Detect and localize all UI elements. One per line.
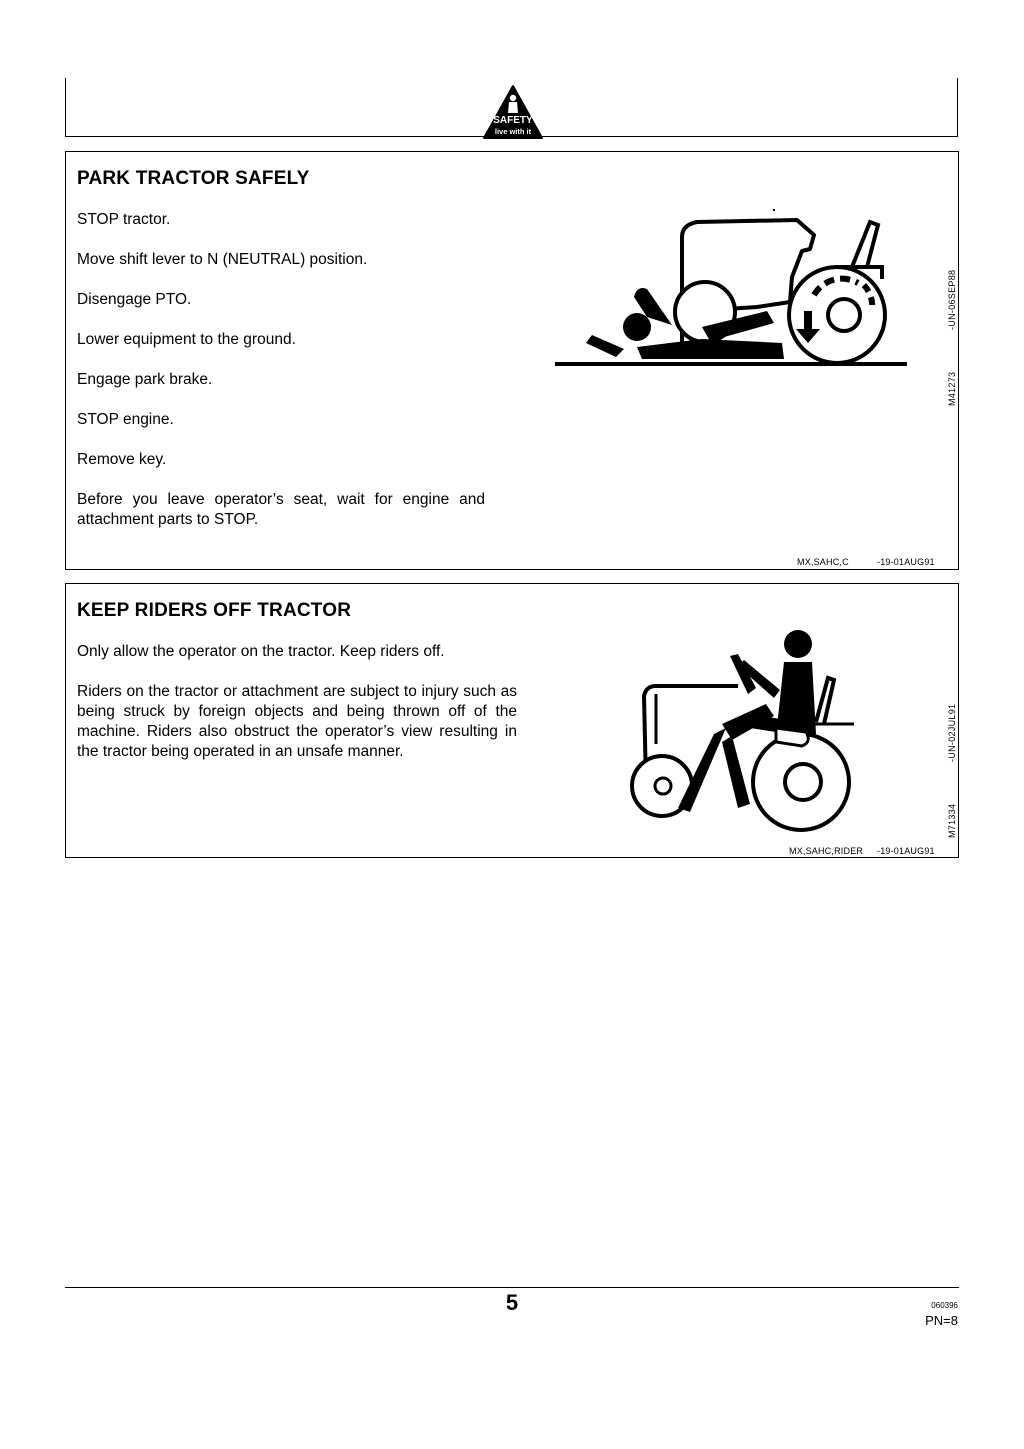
figure-code-bottom: M71334 xyxy=(947,803,957,838)
paragraph: Remove key. xyxy=(77,451,167,468)
figure-code-bottom: M41273 xyxy=(947,371,957,406)
figure-code-top: -UN-06SEP88 xyxy=(947,269,957,330)
section-title: KEEP RIDERS OFF TRACTOR xyxy=(77,600,352,621)
ref-code: MX,SAHC,C xyxy=(797,557,849,567)
paragraph: STOP engine. xyxy=(77,411,174,428)
footer-doc-code: 060396 xyxy=(931,1301,958,1310)
park-tractor-illustration xyxy=(552,207,912,377)
safety-logo xyxy=(482,84,544,140)
logo-text-top: SAFETY xyxy=(493,115,533,126)
section-keep-riders-off xyxy=(65,583,959,858)
paragraph: Only allow the operator on the tractor. Keep riders off. xyxy=(77,643,445,660)
footer-rule xyxy=(65,1287,959,1288)
paragraph: STOP tractor. xyxy=(77,211,171,228)
rider-illustration xyxy=(626,624,866,834)
paragraph: Engage park brake. xyxy=(77,371,213,388)
paragraph: Disengage PTO. xyxy=(77,291,192,308)
page-number: 5 xyxy=(505,1290,519,1315)
section-park-tractor xyxy=(65,151,959,570)
paragraph: Riders on the tractor or attachment are subject to injury such as being struck by foreign objects and being thrown off of the machine. Riders also obstruct the operator’s view resulting in the tractor being operated in an unsafe manner. xyxy=(77,683,517,760)
ref-date: -19-01AUG91 xyxy=(877,557,935,567)
section-title: PARK TRACTOR SAFELY xyxy=(77,168,310,189)
paragraph: Move shift lever to N (NEUTRAL) position. xyxy=(77,251,368,268)
figure-code-top: -UN-02JUL91 xyxy=(947,703,957,762)
ref-date: -19-01AUG91 xyxy=(877,846,935,856)
paragraph: Before you leave operator’s seat, wait for engine and attachment parts to STOP. xyxy=(77,491,485,528)
footer-pn: PN=8 xyxy=(925,1313,958,1328)
logo-text-bottom: live with it xyxy=(494,127,532,136)
ref-code: MX,SAHC,RIDER xyxy=(789,846,864,856)
paragraph: Lower equipment to the ground. xyxy=(77,331,296,348)
